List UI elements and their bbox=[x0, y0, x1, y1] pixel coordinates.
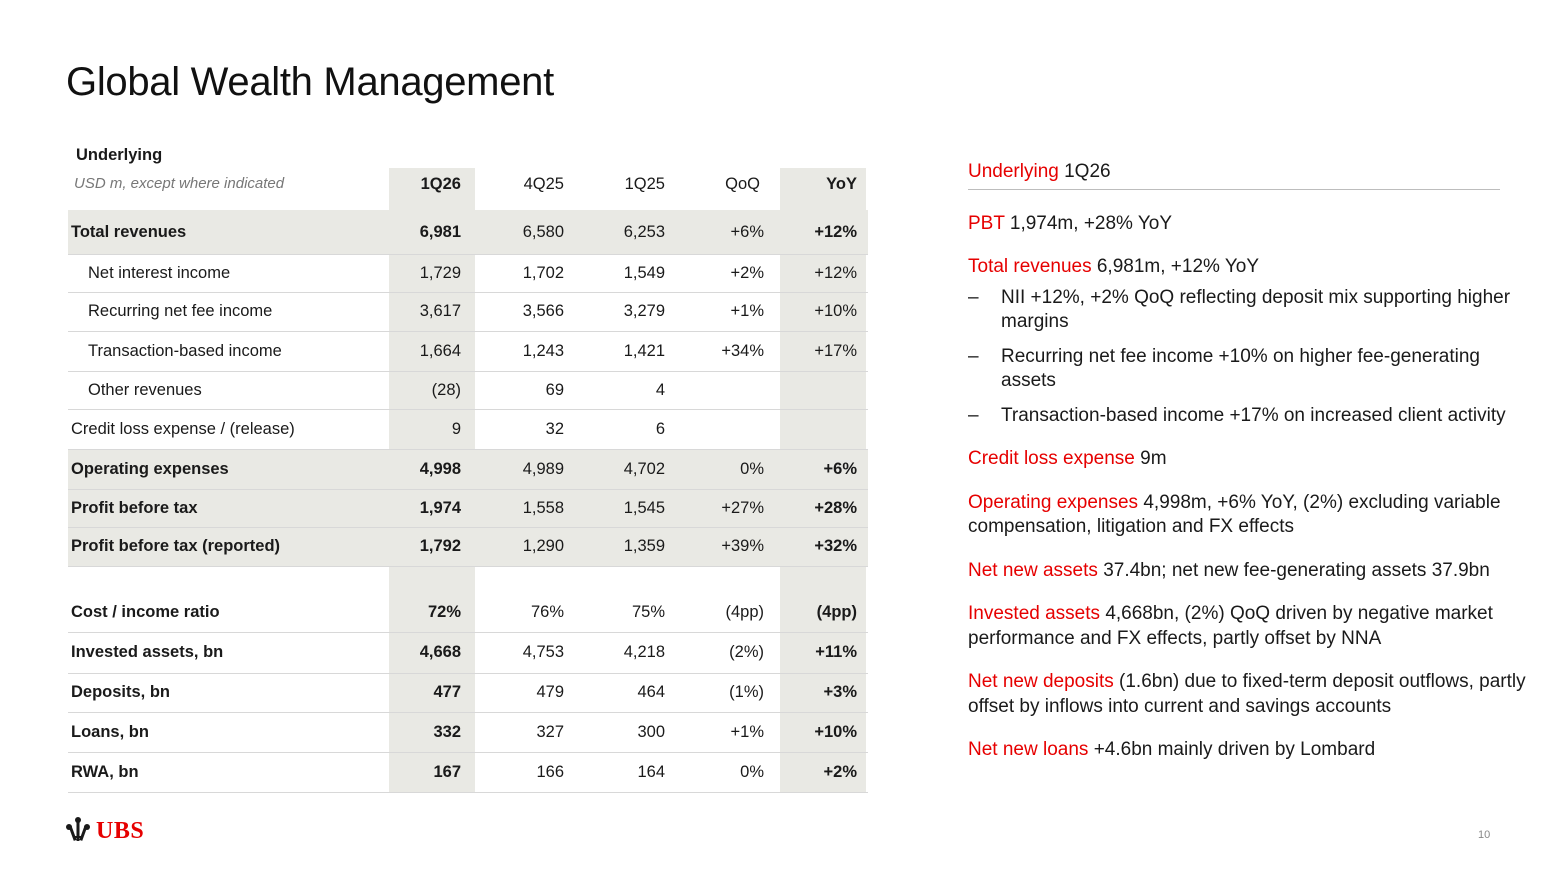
commentary-header-period: 1Q26 bbox=[1064, 161, 1111, 182]
cell-1q26: 167 bbox=[433, 762, 461, 781]
row-label: RWA, bn bbox=[71, 762, 139, 781]
cell-1q26: 4,668 bbox=[419, 643, 461, 661]
cell-1q25: 1,421 bbox=[623, 341, 665, 360]
commentary-header-label: Underlying bbox=[968, 161, 1059, 182]
row-label: Transaction-based income bbox=[88, 341, 282, 360]
net-new-loans-note: Net new loans +4.6bn mainly driven by Lombard bbox=[968, 739, 1376, 760]
ubs-logo bbox=[64, 815, 144, 848]
col-header-4q25: 4Q25 bbox=[523, 175, 564, 193]
cell-4q25: 479 bbox=[536, 683, 564, 701]
cell-4q25: 3,566 bbox=[522, 302, 564, 320]
row-label: Total revenues bbox=[71, 222, 187, 241]
row-label: Invested assets, bn bbox=[71, 643, 224, 661]
row-label: Other revenues bbox=[88, 380, 202, 399]
cell-yoy: +12% bbox=[814, 263, 857, 282]
cell-qoq: +34% bbox=[721, 341, 764, 360]
cell-4q25: 1,558 bbox=[522, 498, 564, 517]
nna-note: Net new assets 37.4bn; net new fee-generating assets 37.9bn bbox=[968, 559, 1490, 581]
table-row bbox=[68, 254, 868, 292]
cell-1q26: 4,998 bbox=[419, 459, 461, 478]
row-label: Loans, bn bbox=[71, 722, 149, 741]
table-row bbox=[68, 489, 868, 527]
cell-qoq: +2% bbox=[730, 263, 764, 282]
page-title: Global Wealth Management bbox=[66, 60, 554, 104]
cell-1q26: 477 bbox=[433, 683, 461, 701]
table-unit-note: USD m, except where indicated bbox=[74, 175, 285, 192]
cell-4q25: 4,753 bbox=[522, 643, 564, 661]
table-header-title: Underlying bbox=[76, 146, 163, 164]
cell-4q25: 1,243 bbox=[522, 341, 564, 360]
row-label: Net interest income bbox=[88, 263, 231, 282]
cell-yoy: +10% bbox=[814, 722, 857, 741]
cell-1q26: 3,617 bbox=[419, 302, 461, 320]
cell-yoy: +32% bbox=[814, 537, 857, 555]
cell-yoy: +3% bbox=[823, 683, 857, 701]
cell-qoq: +6% bbox=[730, 222, 764, 241]
row-label: Recurring net fee income bbox=[88, 302, 273, 320]
row-label: Deposits, bn bbox=[71, 683, 171, 701]
cell-1q25: 4,702 bbox=[623, 459, 665, 478]
table-row bbox=[68, 527, 868, 566]
keys-icon bbox=[64, 815, 92, 848]
table-row bbox=[68, 449, 868, 489]
table-row bbox=[68, 409, 868, 449]
row-label: Profit before tax bbox=[71, 498, 198, 517]
cell-1q25: 1,545 bbox=[623, 498, 665, 517]
row-label: Operating expenses bbox=[71, 459, 229, 478]
revenue-bullets bbox=[968, 286, 1528, 429]
cell-1q25: 6,253 bbox=[623, 222, 665, 241]
cell-1q26: 332 bbox=[433, 722, 461, 741]
cell-4q25: 166 bbox=[536, 762, 564, 781]
logo-text: UBS bbox=[96, 818, 145, 844]
cell-4q25: 69 bbox=[545, 380, 564, 399]
table-row bbox=[68, 632, 868, 673]
cell-qoq: +27% bbox=[721, 498, 764, 517]
cell-1q25: 4,218 bbox=[623, 643, 665, 661]
cell-qoq: +1% bbox=[730, 722, 764, 741]
cell-1q26: 6,981 bbox=[419, 222, 461, 241]
invested-assets-note: Invested assets 4,668bn, (2%) QoQ driven by negative market performance and FX effects, partly offset by NNA bbox=[968, 603, 1493, 649]
pbt-note: PBT 1,974m, +28% YoY bbox=[968, 212, 1173, 234]
cell-1q25: 1,549 bbox=[623, 263, 665, 282]
table-row bbox=[68, 752, 868, 792]
cell-qoq: +39% bbox=[721, 537, 764, 555]
cell-1q26: 1,792 bbox=[419, 537, 461, 555]
net-new-deposits-note: Net new deposits (1.6bn) due to fixed-term deposit outflows, partly offset by inflows into current and savings accounts bbox=[968, 671, 1526, 717]
cell-4q25: 1,702 bbox=[522, 263, 564, 282]
cell-yoy: +11% bbox=[815, 643, 857, 661]
cell-1q26: 1,974 bbox=[419, 498, 461, 517]
table-row bbox=[68, 592, 868, 632]
bullet-item: – NII +12%, +2% QoQ reflecting deposit mix supporting higher margins bbox=[968, 286, 1511, 332]
table-row bbox=[68, 712, 868, 752]
cell-1q26: 1,729 bbox=[419, 263, 461, 282]
col-header-1q25: 1Q25 bbox=[624, 175, 665, 193]
cell-1q26: 72% bbox=[427, 602, 461, 621]
cell-1q25: 75% bbox=[631, 602, 665, 621]
cell-4q25: 32 bbox=[545, 419, 564, 438]
cell-yoy: +28% bbox=[814, 498, 857, 517]
row-label: Profit before tax (reported) bbox=[71, 537, 281, 555]
cell-4q25: 6,580 bbox=[522, 222, 564, 241]
bullet-item: – Transaction-based income +17% on increased client activity bbox=[968, 404, 1506, 426]
cell-4q25: 76% bbox=[530, 602, 564, 621]
cell-1q26: 9 bbox=[451, 419, 461, 438]
commentary-panel bbox=[968, 160, 1528, 782]
col-header-qoq: QoQ bbox=[725, 175, 760, 193]
revenue-note: Total revenues 6,981m, +12% YoY bbox=[968, 256, 1260, 277]
cell-qoq: 0% bbox=[740, 459, 764, 478]
credit-loss-note: Credit loss expense 9m bbox=[968, 448, 1167, 469]
opex-note: Operating expenses 4,998m, +6% YoY, (2%) excluding variable compensation, litigation and FX effects bbox=[968, 491, 1501, 537]
table-row bbox=[68, 331, 868, 371]
cell-1q25: 300 bbox=[637, 722, 665, 741]
table-row bbox=[68, 292, 868, 331]
table-row bbox=[68, 673, 868, 712]
cell-4q25: 1,290 bbox=[522, 537, 564, 555]
cell-1q26: 1,664 bbox=[419, 341, 461, 360]
cell-yoy: +2% bbox=[823, 762, 857, 781]
cell-1q25: 3,279 bbox=[623, 302, 665, 320]
cell-qoq: 0% bbox=[740, 762, 764, 781]
cell-yoy: +12% bbox=[814, 222, 857, 241]
page-number: 10 bbox=[1478, 829, 1491, 841]
commentary-header bbox=[968, 160, 1500, 190]
cell-qoq: (1%) bbox=[729, 683, 764, 701]
table-row bbox=[68, 371, 868, 409]
row-label: Cost / income ratio bbox=[71, 602, 220, 621]
cell-1q25: 464 bbox=[637, 683, 665, 701]
cell-qoq: +1% bbox=[730, 302, 764, 320]
cell-1q25: 1,359 bbox=[623, 537, 665, 555]
bullet-item: – Recurring net fee income +10% on higher fee-generating assets bbox=[968, 345, 1480, 391]
cell-qoq: (2%) bbox=[729, 643, 764, 661]
cell-1q25: 164 bbox=[637, 762, 665, 781]
cell-yoy: (4pp) bbox=[816, 602, 857, 621]
cell-yoy: +10% bbox=[814, 302, 857, 320]
col-header-yoy: YoY bbox=[826, 175, 857, 193]
row-label: Credit loss expense / (release) bbox=[71, 419, 295, 438]
row-divider bbox=[68, 792, 868, 793]
cell-4q25: 327 bbox=[536, 722, 564, 741]
cell-4q25: 4,989 bbox=[522, 459, 564, 478]
cell-yoy: +17% bbox=[814, 341, 857, 360]
cell-1q26: (28) bbox=[431, 380, 461, 399]
table-row bbox=[68, 210, 868, 254]
cell-qoq: (4pp) bbox=[725, 602, 764, 621]
cell-yoy: +6% bbox=[823, 459, 857, 478]
col-header-1q26: 1Q26 bbox=[420, 175, 461, 193]
cell-1q25: 6 bbox=[655, 419, 665, 438]
row-divider bbox=[68, 566, 868, 567]
cell-1q25: 4 bbox=[655, 380, 665, 399]
